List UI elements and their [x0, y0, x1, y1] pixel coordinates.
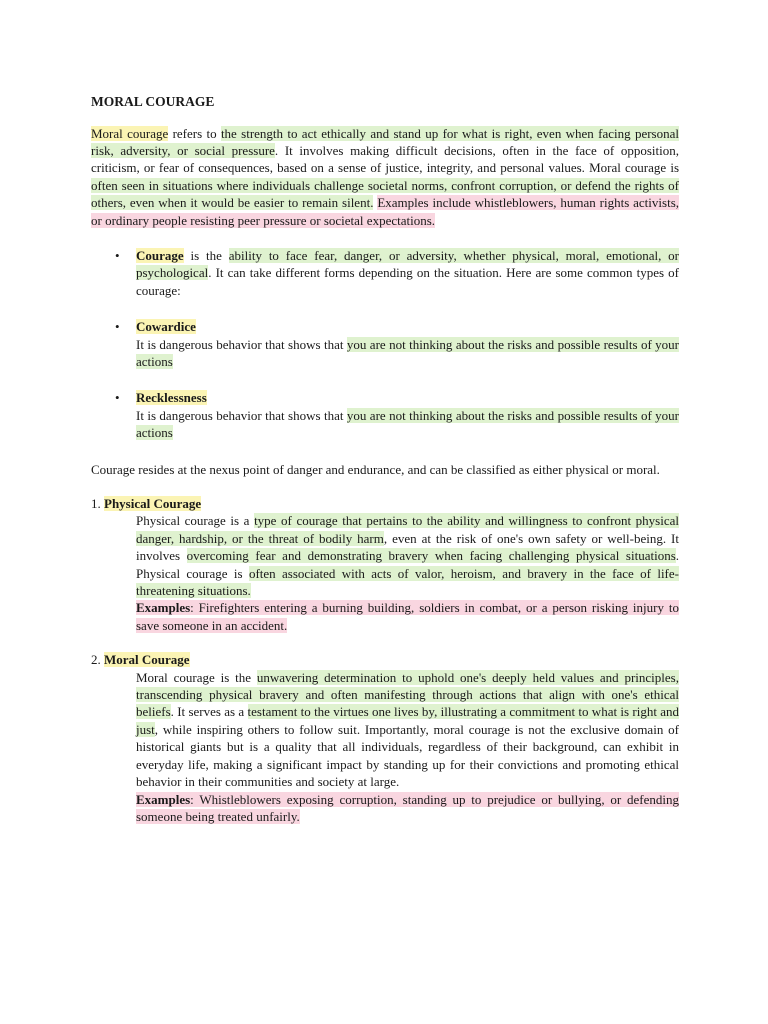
bullet-term: Cowardice: [136, 319, 196, 335]
section-highlight: testament to the virtues one lives by, illustrating a commitment to what is right and just: [136, 704, 680, 737]
bullet-text-part: It is dangerous behavior that shows that: [136, 407, 347, 423]
bullet-text: [136, 247, 679, 299]
bullet-text: [136, 407, 679, 442]
bullet-icon: •: [115, 247, 120, 263]
section-body: [136, 512, 679, 634]
section-heading: [91, 651, 679, 668]
section-examples: [136, 791, 679, 826]
bullet-term: Recklessness: [136, 390, 207, 406]
section-text: Moral courage is the: [136, 669, 257, 685]
examples-text: : Whistleblowers exposing corruption, standing up to prejudice or bullying, or defending someone being treated unfairly.: [136, 791, 679, 824]
bullet-definition: you are not thinking about the risks and possible results of your actions: [136, 336, 680, 369]
intro-definition: the strength to act ethically and stand up for what is right, even when facing personal risk, adversity, or social pressure: [91, 125, 679, 158]
bullet-heading: [136, 318, 679, 335]
section-highlight: overcoming fear and demonstrating bravery when facing challenging physical situations: [186, 548, 676, 564]
intro-examples: Examples include whistleblowers, human rights activists, or ordinary people resisting peer pressure or societal expectations.: [91, 195, 679, 228]
bullet-icon: •: [115, 319, 120, 335]
bullet-text: [136, 336, 679, 371]
intro-situations: often seen in situations where individuals challenge societal norms, confront corruption, or defend the rights of others, even when it would be easier to remain silent.: [91, 177, 679, 211]
examples-label: Examples: [136, 600, 191, 616]
bullet-text-part: is the: [183, 247, 229, 263]
section-physical-courage: [91, 495, 679, 634]
section-body: [136, 669, 679, 826]
section-highlight: type of courage that pertains to the ability and willingness to confront physical danger, hardship, or the threat of bodily harm: [136, 513, 679, 546]
section-moral-courage: [91, 651, 679, 825]
summary-paragraph: Courage resides at the nexus point of danger and endurance, and can be classified as either physical or moral.: [91, 461, 660, 477]
section-number: 2.: [91, 652, 101, 668]
bullet-definition: you are not thinking about the risks and possible results of your actions: [136, 407, 680, 441]
bullet-heading: [136, 389, 679, 406]
section-highlight: unwavering determination to uphold one's deeply held values and principles, transcending physical bravery and often manifesting through actions that align with one's ethical beliefs: [136, 669, 679, 720]
bullet-definition: ability to face fear, danger, or adversity, whether physical, moral, emotional, or psychological: [136, 247, 679, 281]
intro-paragraph: [91, 125, 679, 229]
section-text: . Physical courage is: [136, 548, 679, 581]
section-text: , while inspiring others to follow suit. Importantly, moral courage is not the exclusive domain of historical giants but is a quality that all individuals, regardless of their background, can exhibit in everyday life, making a significant impact by standing up for their convictions and promoting ethical behavior in their communities and society at large.: [136, 721, 679, 790]
page-title: MORAL COURAGE: [91, 94, 215, 109]
list-item: [115, 389, 680, 441]
section-highlight: often associated with acts of valor, heroism, and bravery in the face of life-threatening situations.: [136, 565, 679, 599]
document-body: [91, 93, 679, 842]
section-title: Physical Courage: [104, 496, 202, 511]
list-item: [115, 318, 680, 370]
section-text: . It serves as a: [170, 704, 248, 720]
section-text: Physical courage is a: [136, 513, 255, 529]
bullet-term: Courage: [136, 247, 184, 263]
section-paragraph: [136, 669, 679, 791]
section-number: 1.: [91, 496, 101, 511]
bullet-text-part: It is dangerous behavior that shows that: [136, 336, 347, 352]
examples-text: : Firefighters entering a burning building, soldiers in combat, or a person risking injury to save someone in an accident.: [136, 600, 679, 633]
courage-bullet-list: [91, 247, 679, 442]
section-title: Moral Courage: [104, 652, 190, 668]
section-heading: [91, 495, 679, 512]
intro-text: refers to: [168, 125, 221, 141]
section-paragraph: [136, 512, 679, 599]
bullet-icon: •: [115, 390, 120, 406]
section-examples: [136, 599, 679, 634]
bullet-text-part: . It can take different forms depending on the situation. Here are some common types of courage:: [136, 265, 679, 298]
list-item: [115, 247, 679, 299]
intro-text: . It involves making difficult decisions, often in the face of opposition, criticism, or fear of consequences, based on a sense of justice, integrity, and personal values. Moral courage is: [91, 142, 680, 176]
examples-label: Examples: [136, 791, 191, 807]
section-text: , even at the risk of one's own safety or well-being. It involves: [136, 530, 679, 564]
intro-term: Moral courage: [91, 125, 169, 141]
